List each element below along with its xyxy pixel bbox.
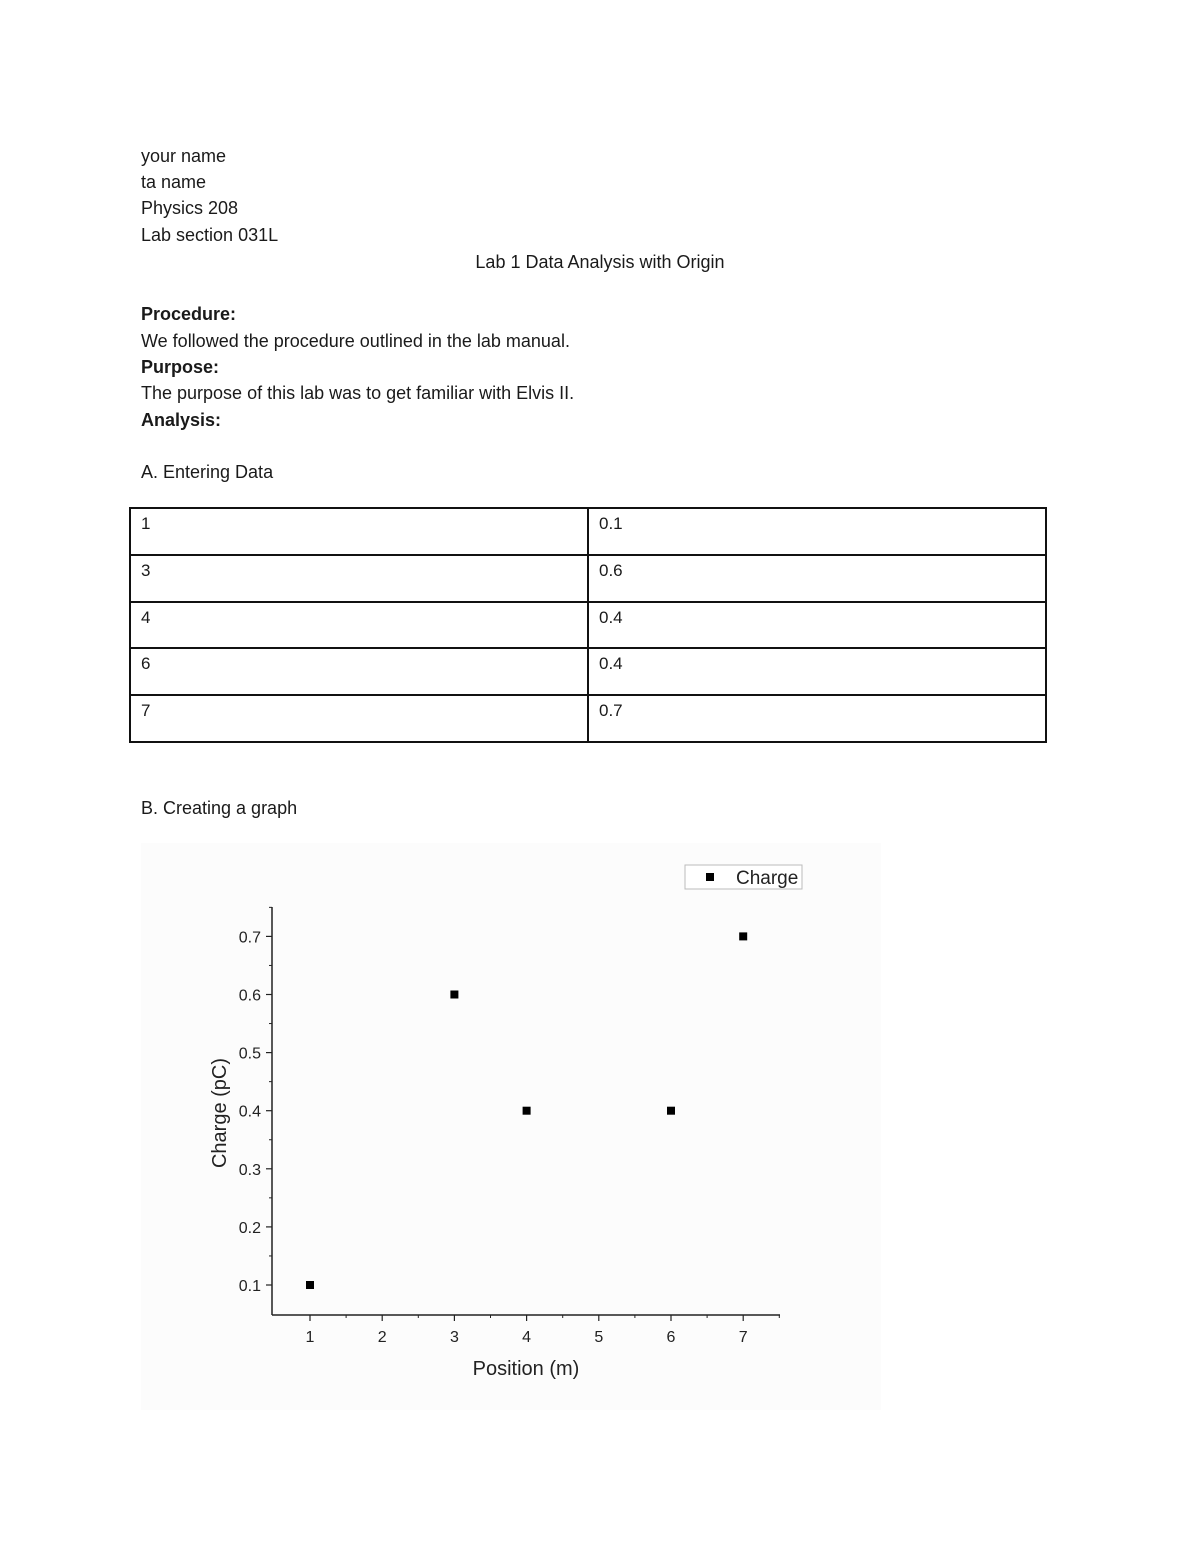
analysis-heading: Analysis: bbox=[141, 410, 222, 430]
data-point bbox=[739, 932, 747, 940]
x-tick-label: 7 bbox=[738, 1329, 748, 1346]
procedure-heading: Procedure: bbox=[141, 304, 237, 324]
x-tick-label: 1 bbox=[305, 1329, 315, 1346]
ta-name: ta name bbox=[141, 172, 207, 192]
y-axis-label: Charge (pC) bbox=[209, 1057, 231, 1169]
table-cell: 1 bbox=[130, 508, 588, 555]
y-tick-label: 0.3 bbox=[238, 1161, 261, 1179]
table-cell: 0.4 bbox=[588, 648, 1046, 695]
table-cell: 4 bbox=[130, 602, 588, 649]
lab-section: Lab section 031L bbox=[141, 225, 279, 245]
x-tick-label: 3 bbox=[449, 1329, 459, 1346]
table-cell: 0.1 bbox=[588, 508, 1046, 555]
table-row bbox=[130, 508, 1046, 555]
y-tick-label: 0.7 bbox=[238, 929, 261, 947]
x-tick-label: 6 bbox=[666, 1329, 676, 1346]
x-tick-label: 2 bbox=[377, 1329, 387, 1346]
table-cell: 0.6 bbox=[588, 555, 1046, 602]
data-point bbox=[667, 1107, 675, 1115]
creating-graph-heading: B. Creating a graph bbox=[141, 798, 298, 818]
legend-label: Charge bbox=[736, 868, 799, 889]
scatter-chart bbox=[141, 843, 881, 1410]
document-title: Lab 1 Data Analysis with Origin bbox=[475, 252, 725, 272]
table-row bbox=[130, 602, 1046, 649]
data-table bbox=[129, 507, 1047, 743]
entering-data-heading: A. Entering Data bbox=[141, 462, 274, 482]
y-tick-label: 0.4 bbox=[238, 1103, 261, 1121]
legend-marker bbox=[706, 873, 714, 881]
chart-legend bbox=[685, 865, 802, 889]
table-cell: 0.4 bbox=[588, 602, 1046, 649]
y-tick-label: 0.1 bbox=[238, 1278, 261, 1295]
procedure-text: We followed the procedure outlined in the lab manual. bbox=[141, 331, 570, 351]
x-tick-label: 4 bbox=[522, 1329, 532, 1346]
x-axis-label: Position (m) bbox=[472, 1358, 580, 1380]
table-cell: 3 bbox=[130, 555, 588, 602]
table-cell: 6 bbox=[130, 648, 588, 695]
y-tick-label: 0.5 bbox=[238, 1045, 261, 1063]
chart-points bbox=[306, 932, 747, 1289]
table-row bbox=[130, 648, 1046, 695]
x-tick-label: 5 bbox=[594, 1329, 604, 1346]
data-point bbox=[306, 1281, 314, 1289]
data-point bbox=[450, 991, 458, 999]
scatter-chart-panel bbox=[141, 843, 881, 1410]
table-row bbox=[130, 695, 1046, 742]
data-point bbox=[523, 1107, 531, 1115]
purpose-heading: Purpose: bbox=[141, 357, 220, 377]
table-cell: 7 bbox=[130, 695, 588, 742]
purpose-text: The purpose of this lab was to get familiar with Elvis II. bbox=[141, 383, 575, 403]
y-tick-label: 0.2 bbox=[238, 1219, 261, 1237]
student-name: your name bbox=[141, 146, 227, 166]
y-tick-label: 0.6 bbox=[238, 987, 261, 1005]
course-name: Physics 208 bbox=[141, 198, 239, 218]
table-cell: 0.7 bbox=[588, 695, 1046, 742]
table-row bbox=[130, 555, 1046, 602]
chart-axes bbox=[239, 907, 780, 1346]
